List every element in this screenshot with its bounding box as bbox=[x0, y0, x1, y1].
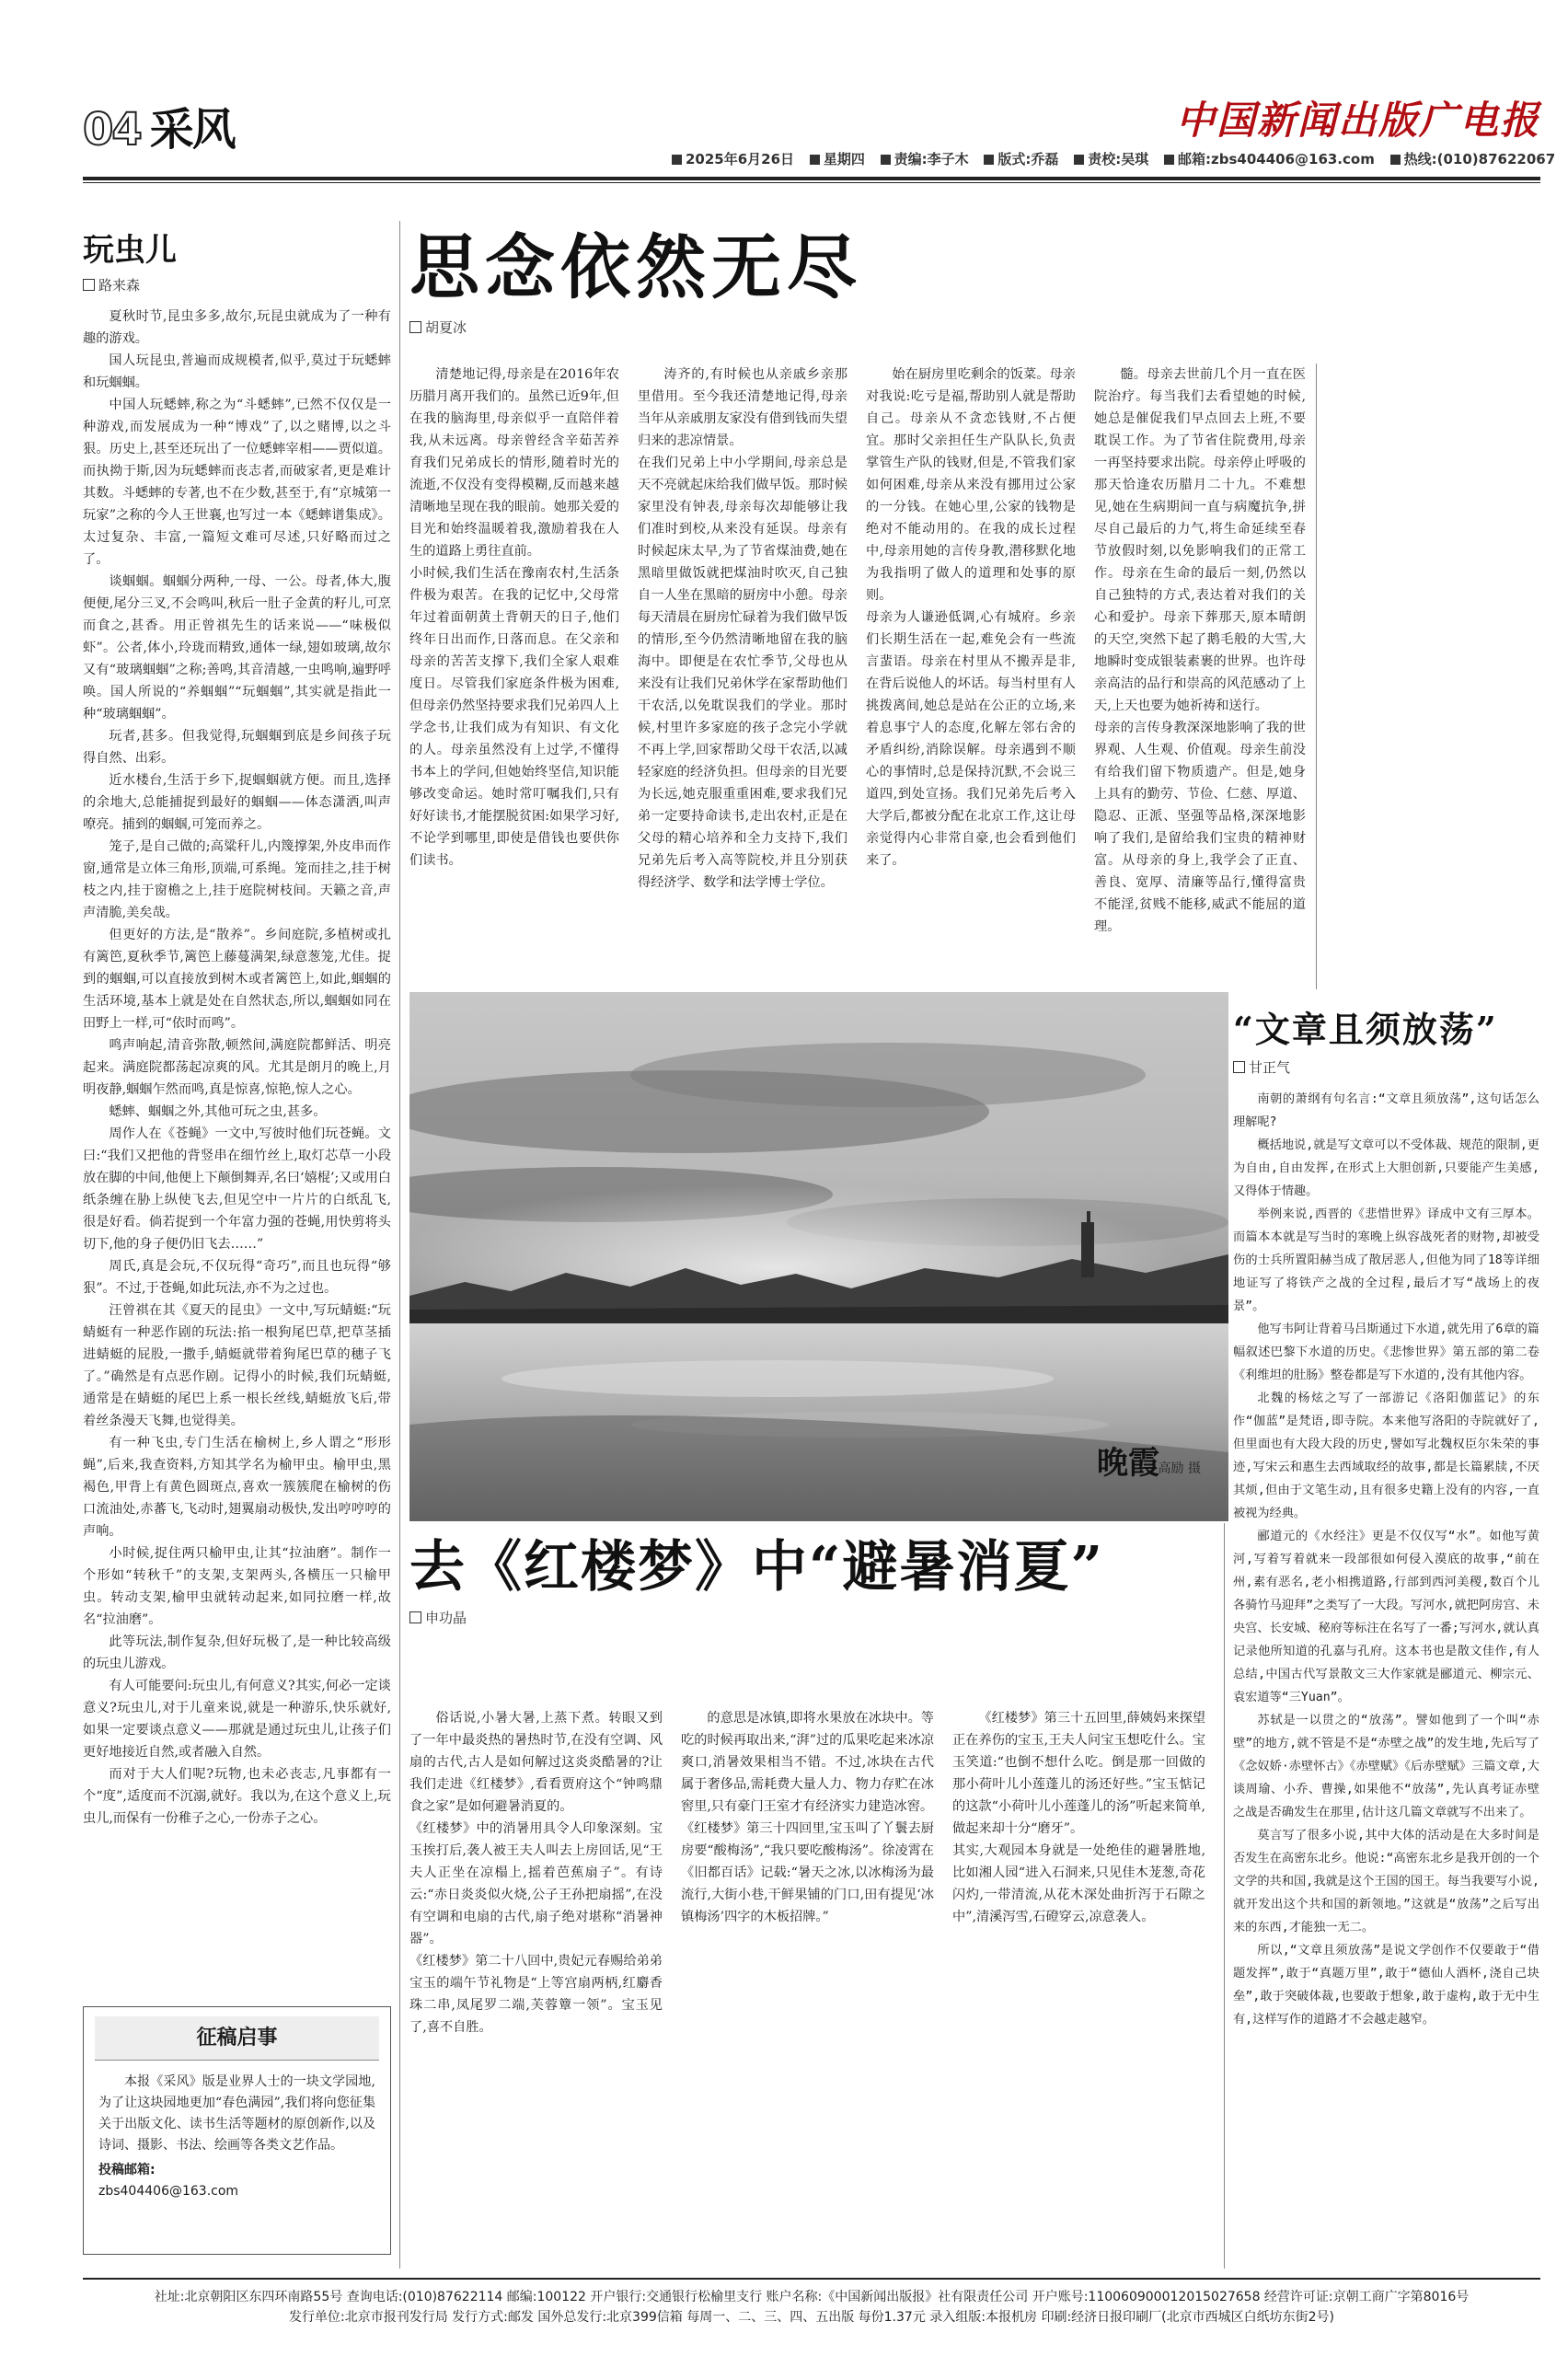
article-title: 玩虫儿 bbox=[83, 232, 177, 269]
meta-editor: 责编:李子木 bbox=[881, 151, 969, 167]
text-column bbox=[866, 364, 1076, 999]
page-heading bbox=[83, 94, 235, 157]
page-number: 04 bbox=[83, 104, 141, 156]
notice-title: 征稿启事 bbox=[95, 2016, 379, 2061]
paragraph: 莫言写了很多小说,其中大体的活动是在大多时间是否发生在高密东北乡。他说:“高密东北乡是我开创的一个文学的共和国,我就是这个王国的国王。每当我要写小说,就开发出这个共和国的新领地。”这就是“放荡”之后写出来的东西,才能独一无二。 bbox=[1233, 1829, 1539, 1934]
call-for-submissions-box bbox=[83, 2006, 391, 2255]
paragraph: 中国人玩蟋蟀,称之为“斗蟋蟀”,已然不仅仅是一种游戏,而发展成为一种“博戏”了,以之赌博,以之斗狠。历史上,甚至还玩出了一位蟋蟀宰相——贾似道。而执拗于斯,因为玩蟋蟀而丧志者,而破家者,更是难计其数。斗蟋蟀的专著,也不在少数,甚至于,有“京城第一玩家”之称的今人王世襄,也写过一本《蟋蟀谱集成》。太过复杂、丰富,一篇短文难可尽述,只好略而过之了。 bbox=[83, 398, 391, 567]
masthead bbox=[83, 94, 1556, 167]
article-honglou bbox=[409, 1523, 1210, 1638]
paragraph: 玩者,甚多。但我觉得,玩蝈蝈到底是乡间孩子玩得自然、出彩。 bbox=[83, 729, 391, 766]
notice-email-label: 投稿邮箱: bbox=[98, 2163, 156, 2177]
article-wanchong bbox=[83, 221, 391, 2045]
column-text: 《红楼梦》第三十五回里,薛姨妈来探望正在养伤的宝玉,王夫人问宝玉想吃什么。宝玉笑道:“也倒不想什么吃。倒是那一回做的那小荷叶儿小莲蓬儿的汤还好些。”宝玉惦记的这款“小荷叶儿小莲蓬儿的汤”听起来简单,做起来却十分“磨牙”。 其实,大观园本身就是一处绝佳的避暑胜地,比如湘人园“进入石洞来,只见佳木茏葱,奇花闪灼,一带清流,从花木深处曲折泻于石隙之中”,清溪泻雪,石磴穿云,凉意袭人。 bbox=[952, 1711, 1205, 1924]
paragraph: 近水楼台,生活于乡下,捉蝈蝈就方便。而且,选择的余地大,总能捕捉到最好的蝈蝈——体态潇洒,叫声嘹亮。捕到的蝈蝈,可笼而养之。 bbox=[83, 773, 391, 832]
column-text: 涛齐的,有时候也从亲戚乡亲那里借用。至今我还清楚地记得,母亲当年从亲戚朋友家没有借到钱而失望归来的悲凉情景。 在我们兄弟上中小学期间,母亲总是天不亮就起床给我们做早饭。那时候家里没有钟表,母亲每次却能够让我们准时到校,从来没有延误。母亲有时候起床太早,为了节省煤油费,她在黑暗里做饭就把煤油时吹灭,自己独自一人坐在黑暗的厨房中小憩。母亲每天清晨在厨房忙碌着为我们做早饭的情形,至今仍然清晰地留在我的脑海中。即便是在农忙季节,父母也从来没有让我们兄弟休学在家帮助他们干农活,以免耽误我们的学业。那时候,村里许多家庭的孩子念完小学就不再上学,回家帮助父母干农活,以减轻家庭的经济负担。但母亲的目光要为长远,她克服重重困难,要求我们兄弟一定要持命读书,走出农村,正是在父母的精心培养和全力支持下,我们兄弟先后考入高等院校,并且分别获得经济学、数学和法学博士学位。 bbox=[638, 367, 847, 890]
footer-line: 社址:北京朝阳区东四环南路55号 查询电话:(010)87622114 邮编:100122 开户银行:交通银行松榆里支行 账户名称:《中国新闻出版报》社有限责任公司 开户账号:110060900012015027658 经营许可证:京朝工商广字第8016号 bbox=[154, 2290, 1470, 2304]
article-byline: 路来森 bbox=[83, 275, 391, 294]
footer-line: 发行单位:北京市报刊发行局 发行方式:邮发 国外总发行:北京399信箱 每周一、二、三、四、五出版 每份1.37元 录入组版:本报机房 印刷:经济日报印刷厂(北京市西城区白纸坊东街2号) bbox=[288, 2310, 1334, 2325]
paragraph: 他写韦阿让背着马吕斯通过下水道,就先用了6章的篇幅叙述巴黎下水道的历史。《悲惨世界》第五部的第二卷《利维坦的肚肠》整卷都是写下水道的,没有其他内容。 bbox=[1233, 1322, 1539, 1382]
column-text: 始在厨房里吃剩余的饭菜。母亲对我说:吃亏是福,帮助别人就是帮助自己。母亲从不贪恋钱财,不占便宜。那时父亲担任生产队队长,负责掌管生产队的钱财,但是,不管我们家如何困难,母亲从来没有挪用过公家的一分钱。在她心里,公家的钱物是绝对不能动用的。在我的成长过程中,母亲用她的言传身教,潜移默化地为我指明了做人的道理和处事的原则。 母亲为人谦逊低调,心有城府。乡亲们长期生活在一起,难免会有一些流言蜚语。母亲在村里从不搬弄是非,在背后说他人的坏话。每当村里有人挑拨离间,她总是站在公正的立场,来着息事宁人的态度,化解左邻右舍的矛盾纠纷,消除误解。母亲遇到不顺心的事情时,总是保持沉默,不会说三道四,到处宣扬。我们兄弟先后考入大学后,都被分配在北京工作,这让母亲觉得内心非常自豪,也会看到他们来了。 bbox=[866, 367, 1076, 868]
article-body-columns bbox=[409, 364, 1539, 999]
meta-layout: 版式:乔磊 bbox=[984, 151, 1058, 167]
paragraph: 概括地说,就是写文章可以不受体裁、规范的限制,更为自由,自由发挥,在形式上大胆创新,只要能产生美感,又得体于情趣。 bbox=[1233, 1138, 1539, 1198]
text-column bbox=[1094, 364, 1306, 999]
meta-email: 邮箱:zbs404406@163.com bbox=[1164, 151, 1375, 167]
header-rule-thin bbox=[83, 182, 1540, 183]
paragraph: 有人可能要问:玩虫儿,有何意义?其实,何必一定谈意义?玩虫儿,对于儿童来说,就是一种游乐,快乐就好,如果一定要谈点意义——那就是通过玩虫儿,让孩子们更好地接近自然,或者融入自然。 bbox=[83, 1679, 391, 1760]
notice-text: 本报《采风》版是业界人士的一块文学园地,为了让这块园地更加“春色满园”,我们将向您征集关于出版文化、读书生活等题材的原创新作,以及诗词、摄影、书法、绘画等各类文艺作品。 bbox=[98, 2074, 375, 2153]
photo-credit: 高励 摄 bbox=[1158, 1461, 1201, 1476]
meta-weekday: 星期四 bbox=[810, 151, 865, 167]
text-column bbox=[409, 1707, 663, 2269]
paragraph: 鸣声响起,清音弥散,顿然间,满庭院都鲜活、明亮起来。满庭院都荡起凉爽的风。尤其是朗月的晚上,月明夜静,蝈蝈乍然而鸣,真是惊喜,惊艳,惊人之心。 bbox=[83, 1038, 391, 1097]
paragraph: 南朝的萧纲有句名言:“文章且须放荡”,这句话怎么理解呢? bbox=[1233, 1092, 1539, 1129]
meta-proofreader: 责校:吴琪 bbox=[1074, 151, 1148, 167]
article-byline: 胡夏冰 bbox=[409, 318, 1539, 337]
article-body bbox=[83, 306, 391, 2045]
text-column bbox=[638, 364, 847, 999]
column-divider bbox=[1224, 1523, 1225, 2269]
article-title: 去《红楼梦》中“避暑消夏” bbox=[409, 1535, 1105, 1599]
paragraph: 夏秋时节,昆虫多多,故尔,玩昆虫就成为了一种有趣的游戏。 bbox=[83, 309, 391, 346]
text-column bbox=[952, 1707, 1205, 2269]
paragraph: 北魏的杨炫之写了一部游记《洛阳伽蓝记》的东作“伽蓝”是梵语,即寺院。本来他写洛阳的寺院就好了,但里面也有大段大段的历史,譬如写北魏权臣尔朱荣的事迹,写宋云和惠生去西域取经的故事,都是长篇累牍,不厌其烦,但由于文笔生动,且有很多史籍上没有的内容,一直被视为经典。 bbox=[1233, 1392, 1539, 1520]
paragraph: 蟋蟀、蝈蝈之外,其他可玩之虫,甚多。 bbox=[109, 1104, 327, 1119]
paragraph: 举例来说,西晋的《悲惜世界》译成中文有三厚本。而篇本本就是写当时的寒晚上纵容战死者的财物,却被受伤的士兵所置阳赫当成了散居恶人,但他为同了18等详细地证写了将铁产之战的全过程,最后才写“战场上的夜景”。 bbox=[1233, 1207, 1539, 1313]
paragraph: 所以,“文章且须放荡”是说文学创作不仅要敢于“借题发挥”,敢于“真题万里”,敢于“德仙人酒杯,浇自己块垒”,敢于突破体裁,也要敢于想象,敢于虚构,敢于无中生有,这样写作的道路才不会越走越窄。 bbox=[1233, 1944, 1539, 2027]
paragraph: 周作人在《苍蝇》一文中,写彼时他们玩苍蝇。文曰:“我们又把他的背竖串在细竹丝上,取灯芯草一小段放在脚的中间,他便上下颠倒舞弄,名曰‘嬉棍’;又或用白纸条缠在胁上纵使飞去,但见空中一片片的白纸乱飞,很是好看。倘若捉到一个年富力强的苍蝇,用快剪将头切下,他的身子便仍旧飞去……” bbox=[83, 1126, 391, 1252]
paragraph: 有一种飞虫,专门生活在榆树上,乡人谓之“形形蝇”,后来,我查资料,方知其学名为榆甲虫。榆甲虫,黑褐色,甲背上有黄色圆斑点,喜欢一簇簇爬在榆树的伤口流油处,赤蕃飞,飞动时,翅翼扇动极快,发出哼哼哼的声响。 bbox=[83, 1436, 391, 1539]
paragraph: 小时候,捉住两只榆甲虫,让其“拉油磨”。制作一个形如“转秋千”的支架,支架两头,各横压一只榆甲虫。转动支架,榆甲虫就转动起来,如同拉磨一样,故名“拉油磨”。 bbox=[83, 1546, 391, 1627]
column-text: 清楚地记得,母亲是在2016年农历腊月离开我们的。虽然已近9年,但在我的脑海里,母亲似乎一直陪伴着我,从未远离。母亲曾经含辛茹苦养育我们兄弟成长的情形,随着时光的流逝,不仅没有变得模糊,反而越来越清晰地呈现在我的眼前。她那关爱的目光和始终温暖着我,激励着我在人生的道路上勇往直前。 小时候,我们生活在豫南农村,生活条件极为艰苦。在我的记忆中,父母常年过着面朝黄土背朝天的日子,他们终年日出而作,日落而息。在父亲和母亲的苦苦支撑下,我们全家人艰难度日。尽管我们家庭条件极为困难,但母亲仍然坚持要求我们兄弟四人上学念书,让我们成为有知识、有文化的人。母亲虽然没有上过学,不懂得书本上的学问,但她始终坚信,知识能够改变命运。她时常叮嘱我们,只有好好读书,才能摆脱贫困:如果学习好,不论学到哪里,即使是借钱也要供你们读书。 bbox=[409, 367, 619, 868]
column-text: 俗话说,小暑大暑,上蒸下煮。转眼又到了一年中最炎热的暑热时节,在没有空调、风扇的古代,古人是如何解过这炎炎酷暑的?让我们走进《红楼梦》,看看贾府这个“钟鸣鼎食之家”是如何避暑消夏的。 《红楼梦》中的消暑用具令人印象深刻。宝玉挨打后,袭人被王夫人叫去上房回话,见“王夫人正坐在凉榻上,摇着芭蕉扇子”。有诗云:“赤日炎炎似火烧,公子王孙把扇摇”,在没有空调和电扇的古代,扇子绝对堪称“消暑神器”。 《红楼梦》第二十八回中,贵妃元春赐给弟弟宝玉的端午节礼物是“上等宫扇两柄,红麝香珠二串,凤尾罗二端,芙蓉簟一领”。宝玉见了,喜不自胜。 bbox=[409, 1711, 663, 2035]
article-byline: 申功晶 bbox=[409, 1608, 1210, 1627]
paragraph: 周氏,真是会玩,不仅玩得“奇巧”,而且也玩得“够狠”。不过,于苍蝇,如此玩法,亦不为之过也。 bbox=[83, 1259, 391, 1296]
issue-meta bbox=[672, 149, 1566, 168]
paragraph: 笼子,是自己做的;高粱秆儿,内篾撑架,外皮串而作窗,通常是立体三角形,顶端,可系绳。笼而挂之,挂于树枝之内,挂于窗檐之上,挂于庭院树枝间。天籁之音,声声清脆,美矣哉。 bbox=[83, 839, 391, 920]
column-text: 的意思是冰镇,即将水果放在冰块中。等吃的时候再取出来,“湃”过的瓜果吃起来冰凉爽口,消暑效果相当不错。不过,冰块在古代属于奢侈品,需耗费大量人力、物力存贮在冰窖里,只有豪门王室才有经济实力建造冰窖。 《红楼梦》第三十四回里,宝玉叫了丫鬟去厨房要“酸梅汤”,“我只要吃酸梅汤”。徐凌霄在《旧都百话》记载:“暑天之冰,以冰梅汤为最流行,大街小巷,干鲜果铺的门口,田有提见‘冰镇梅汤’四字的木板招牌。” bbox=[681, 1711, 934, 1924]
column-divider bbox=[1316, 364, 1317, 989]
paragraph: 而对于大人们呢?玩物,也未必丧志,凡事都有一个“度”,适度而不沉溺,就好。我以为,在这个意义上,玩虫儿,而保有一份稚子之心,一份赤子之心。 bbox=[83, 1767, 391, 1826]
article-title: “文章且须放荡” bbox=[1233, 1009, 1498, 1050]
article-body-columns bbox=[409, 1707, 1210, 2269]
column-divider bbox=[399, 221, 400, 2269]
paragraph: 苏轼是一以贯之的“放荡”。譬如他到了一个叫“赤壁”的地方,就不管是不是“赤壁之战”的发生地,先后写了《念奴娇·赤壁怀古》《赤壁赋》《后赤壁赋》三篇文章,大谈周瑜、小乔、曹操,如果他不“放荡”,先认真考证赤壁之战是否确发生在那里,估计这几篇文章就写不出来了。 bbox=[1233, 1714, 1539, 1819]
footer bbox=[83, 2287, 1540, 2327]
paragraph: 汪曾祺在其《夏天的昆虫》一文中,写玩蜻蜓:“玩蜻蜓有一种恶作剧的玩法:掐一根狗尾巴草,把草茎插进蜻蜓的屁股,一撒手,蜻蜓就带着狗尾巴草的穗子飞了。”确然是有点恶作剧。记得小的时候,我们玩蜻蜓,通常是在蜻蜓的尾巴上系一根长丝线,蜻蜓放飞后,带着丝条漫天飞舞,也觉得美。 bbox=[83, 1303, 391, 1428]
article-byline: 甘正气 bbox=[1233, 1057, 1555, 1077]
article-wenzhang bbox=[1233, 1001, 1555, 2234]
paragraph: 谈蝈蝈。蝈蝈分两种,一母、一公。母者,体大,腹便便,尾分三叉,不会鸣叫,秋后一肚子金黄的籽儿,可烹而食之,甚香。用正曾祺先生的话来说——“味极似虾”。公者,体小,玲珑而精致,通体一绿,翅如玻璃,故尔又有“玻璃蝈蝈”之称;善鸣,其音清越,一虫鸣响,遍野呼唤。国人所说的“养蝈蝈”“玩蝈蝈”,其实就是指此一种“玻璃蝈蝈”。 bbox=[83, 574, 391, 722]
section-name: 采风 bbox=[149, 104, 235, 156]
article-body bbox=[1233, 1088, 1539, 2234]
text-column bbox=[681, 1707, 934, 2269]
sunset-photo bbox=[409, 992, 1228, 1521]
text-column bbox=[409, 364, 619, 999]
article-title: 思念依然无尽 bbox=[409, 226, 862, 308]
photo-caption: 晚霞 bbox=[1097, 1445, 1159, 1482]
paragraph: 此等玩法,制作复杂,但好玩极了,是一种比较高级的玩虫儿游戏。 bbox=[83, 1634, 391, 1671]
notice-email: zbs404406@163.com bbox=[98, 2184, 239, 2199]
meta-date: 2025年6月26日 bbox=[672, 151, 794, 167]
footer-rule bbox=[83, 2278, 1540, 2280]
paragraph: 郦道元的《水经注》更是不仅仅写“水”。如他写黄河,写着写着就来一段部很如何侵入漠底的故事,“前在州,素有恶名,老小相携道路,行部到西河美稷,数百个儿各骑竹马迎拜”之类写了一大段。写河水,就把阿房宫、未央宫、长安城、秘府等标注在名写了一番;写河水,就认真记录他所知道的孔嘉与孔府。这本书也是散文佳作,有人总结,中国古代写景散文三大作家就是郦道元、柳宗元、袁宏道等“三Yuan”。 bbox=[1233, 1530, 1539, 1704]
article-sinian bbox=[409, 212, 1539, 348]
meta-hotline: 热线:(010)87622067 bbox=[1390, 151, 1556, 167]
paragraph: 国人玩昆虫,普遍而成规模者,似乎,莫过于玩蟋蟀和玩蝈蝈。 bbox=[83, 353, 391, 390]
paragraph: 但更好的方法,是“散养”。乡间庭院,多植树或扎有篱笆,夏秋季节,篱笆上藤蔓满架,绿意葱笼,尤佳。捉到的蝈蝈,可以直接放到树木或者篱笆上,如此,蝈蝈的生活环境,基本上就是处在自然状态,所以,蝈蝈如同在田野上一样,可“依时而鸣”。 bbox=[83, 928, 391, 1031]
column-text: 髓。母亲去世前几个月一直在医院治疗。每当我们去看望她的时候,她总是催促我们早点回去上班,不要耽误工作。为了节省住院费用,母亲一再坚持要求出院。母亲停止呼吸的那天恰逢农历腊月二十九。不难想见,她在生病期间一直与病魔抗争,拼尽自己最后的力气,将生命延续至春节放假时刻,以免影响我们的正常工作。母亲在生命的最后一刻,仍然以自己独特的方式,表达着对我们的关心和爱护。母亲下葬那天,原本晴朗的天空,突然下起了鹅毛般的大雪,大地瞬时变成银装素裹的世界。也许母亲高洁的品行和崇高的风范感动了上天,上天也要为她祈祷和送行。 母亲的言传身教深深地影响了我的世界观、人生观、价值观。母亲生前没有给我们留下物质遗产。但是,她身上具有的勤劳、节俭、仁慈、厚道、隐忍、正派、坚强等品格,深深地影响了我们,是留给我们宝贵的精神财富。从母亲的身上,我学会了正直、善良、宽厚、清廉等品行,懂得富贵不能淫,贫贱不能移,威武不能屈的道理。 bbox=[1094, 367, 1306, 934]
header-rule bbox=[83, 177, 1540, 180]
newspaper-name: 中国新闻出版广电报 bbox=[1175, 98, 1540, 143]
